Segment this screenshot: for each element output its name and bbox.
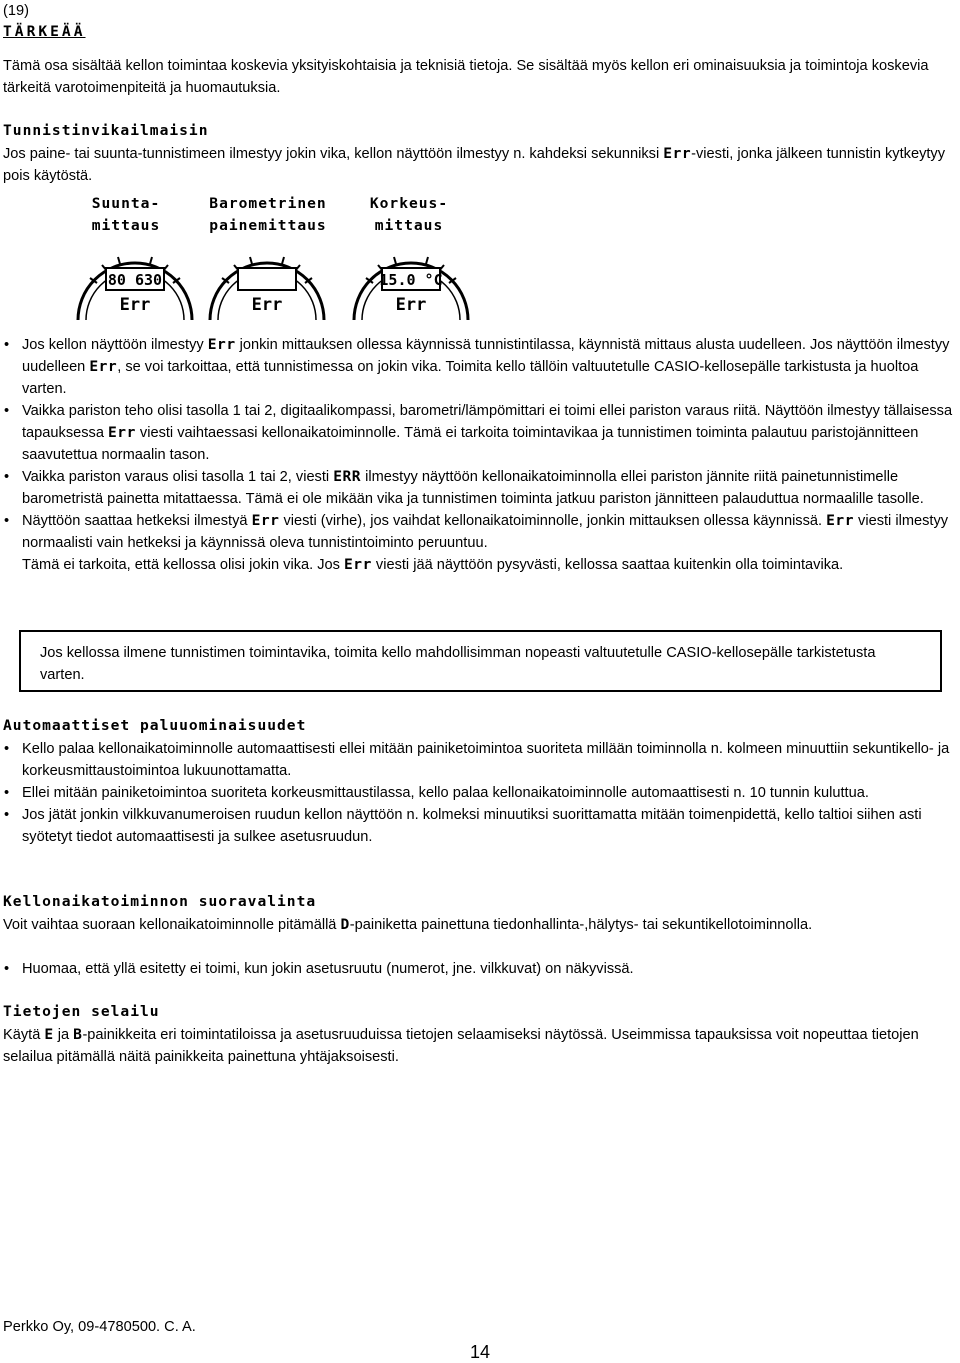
intro-paragraph: Tämä osa sisältää kellon toimintaa koskevia yksityiskohtaisia ja teknisiä tietoja. Se sisältää myös kellon eri ominaisuuksia ja toimintoja koskevia tärkeitä varotoimenpiteitä ja huomautuksia. [3, 58, 929, 96]
sensor-notes-list [3, 334, 957, 576]
label-altitude-line1: Korkeus- [369, 195, 449, 212]
page-title: TÄRKEÄÄ [3, 23, 86, 40]
bullet-icon: • [4, 513, 10, 529]
err-code: Err [207, 336, 236, 353]
note-text: ilmestyy näyttöön kellonaikatoiminnolla ellei pariston jännite riitä painetunnistimelle barometristä painetta mitattaessa. Tämä ei ole mikään vika ja tunnistimen toiminta jatkuu pariston jännitteen palauduttua normaalille tasolle. [22, 469, 924, 507]
err-code: Err [89, 358, 118, 375]
note-text: Näyttöön saattaa hetkeksi ilmestyä [22, 513, 252, 529]
bullet-icon: • [4, 741, 10, 757]
list-item [3, 958, 957, 980]
list-item [3, 738, 957, 782]
item-text: Kello palaa kellonaikatoiminnolle automaattisesti ellei mitään painiketoimintoa suoriteta millään toiminnolla n. kolmeen minuuttiin sekuntikello- ja korkeusmittaustoimintoa lukuunottamatta. [22, 741, 950, 779]
list-item [3, 804, 957, 848]
bullet-icon: • [4, 961, 10, 977]
note-text: jonkin mittauksen ollessa käynnissä tunnistintilassa, käynnistä mittaus alusta uudelleen. Jos näyttöön ilmestyy uudelleen [22, 337, 950, 375]
list-item [3, 466, 957, 510]
watch-barometer [210, 257, 324, 320]
label-direction [76, 193, 176, 237]
browse-heading: Tietojen selailu [3, 1003, 160, 1020]
list-item [3, 334, 957, 400]
direct-text-1: Voit vaihtaa suoraan kellonaikatoiminnolle pitämällä [3, 917, 341, 933]
list-item [3, 782, 957, 804]
label-barometer-line1: Barometrinen [209, 195, 327, 212]
footer-company: Perkko Oy, 09-4780500. C. A. [3, 1319, 196, 1335]
label-barometer-line2: painemittaus [209, 217, 327, 234]
button-key-e: E [44, 1026, 54, 1043]
watch-direction-top-readout: 80 630 [107, 271, 163, 289]
err-code: Err [108, 424, 136, 441]
label-direction-line1: Suunta- [91, 195, 161, 212]
measurement-labels [0, 193, 960, 243]
direct-select-paragraph [3, 914, 957, 936]
sensor-paragraph [3, 143, 957, 187]
note-text: viesti ilmestyy normaalisti vain hetkeksi ja käynnissä oleva tunnistintoiminto peruuntuu. [22, 513, 949, 551]
sensor-text-2: -viesti, jonka jälkeen tunnistin kytkeytyy pois käytöstä. [3, 146, 946, 184]
browse-paragraph [3, 1024, 957, 1068]
button-key-d: D [340, 916, 350, 933]
watch-altitude-top-readout: 15.0 °C [379, 271, 443, 289]
watch-direction [78, 257, 192, 320]
item-text: Huomaa, että yllä esitetty ei toimi, kun jokin asetusruutu (numerot, jne. vilkkuvat) on näkyvissä. [22, 961, 634, 977]
sensor-text-1: Jos paine- tai suunta-tunnistimeen ilmestyy jokin vika, kellon näyttöön ilmestyy n. kahdeksi sekunniksi [3, 146, 664, 162]
note-text: viesti (virhe), jos vaihdat kellonaikatoiminnolle, jonkin mittauksen ollessa käynnissä. [279, 513, 827, 529]
direct-select-heading: Kellonaikatoiminnon suoravalinta [3, 893, 317, 910]
note-text: Tämä ei tarkoita, että kellossa olisi jokin vika. Jos [22, 557, 345, 573]
auto-return-heading: Automaattiset paluuominaisuudet [3, 717, 307, 734]
item-text: Ellei mitään painiketoimintoa suoriteta korkeusmittaustilassa, kello palaa kellonaikatoiminnolle automaattisesti n. 10 tunnin kuluttua. [22, 785, 869, 801]
warning-text: Jos kellossa ilmene tunnistimen toimintavika, toimita kello mahdollisimman nopeasti valtuutetulle CASIO-kellosepälle tarkistetusta varten. [40, 645, 876, 683]
bullet-icon: • [4, 403, 10, 419]
browse-text-2: ja [53, 1027, 74, 1043]
watch-altitude-err: Err [395, 295, 427, 315]
note-text: Vaikka pariston varaus olisi tasolla 1 tai 2, viesti [22, 469, 334, 485]
warning-box [19, 630, 942, 692]
note-text: Jos kellon näyttöön ilmestyy [22, 337, 208, 353]
note-text: viesti jää näyttöön pysyvästi, kellossa saattaa kuitenkin olla toimintavika. [371, 557, 844, 573]
bullet-icon: • [4, 807, 10, 823]
page-number: 14 [470, 1342, 491, 1362]
bullet-icon: • [4, 469, 10, 485]
browse-text-1: Käytä [3, 1027, 45, 1043]
err-code: Err [344, 556, 372, 573]
note-text: viesti vaihtaessasi kellonaikatoiminnolle. Tämä ei tarkoita toimintavikaa ja tunnistimen toiminta palautuu paristojännitteen saavutettua normaalin tason. [22, 425, 919, 463]
direct-text-2: -painiketta painettuna tiedonhallinta-,hälytys- tai sekuntikellotoiminnolla. [349, 917, 813, 933]
watch-barometer-err: Err [251, 295, 283, 315]
list-item [3, 510, 957, 576]
label-barometer [198, 193, 338, 237]
err-code: ERR [333, 468, 362, 485]
note-text: Vaikka pariston teho olisi tasolla 1 tai 2, digitaalikompassi, barometri/lämpömittari ei toimi ellei pariston varaus riitä. Näyttöön ilmestyy tällaisessa tapauksessa [22, 403, 953, 441]
err-code: Err [826, 512, 854, 529]
direct-select-list [3, 958, 957, 980]
browse-text-3: -painikkeita eri toimintatiloissa ja asetusruuduissa tietojen selaamiseksi näytössä. Useimmissa tapauksissa voit nopeuttaa tietojen selailua pitämällä näitä painikkeita painettuna yhtäjaksoisesti. [3, 1027, 919, 1065]
label-altitude [356, 193, 462, 237]
bullet-icon: • [4, 337, 10, 353]
page-label: (19) [3, 3, 29, 19]
item-text: Jos jätät jonkin vilkkuvanumeroisen ruudun kellon näyttöön n. kolmeksi minuutiksi suorittamatta mitään toimenpidettä, kello taltioi siihen asti syötetyt tiedot automaattisesti ja sulkee asetusruudun. [22, 807, 922, 845]
list-item [3, 400, 957, 466]
watch-illustrations [70, 238, 470, 320]
sensor-heading: Tunnistinvikailmaisin [3, 122, 209, 139]
note-text: , se voi tarkoittaa, että tunnistimessa on jokin vika. Toimita kello tällöin valtuutetulle CASIO-kellosepälle tarkistusta ja huoltoa varten. [22, 359, 919, 397]
err-code: Err [663, 145, 692, 162]
label-direction-line2: mittaus [91, 217, 161, 234]
auto-return-list [3, 738, 957, 848]
watch-direction-err: Err [119, 295, 151, 315]
button-key-b: B [73, 1026, 83, 1043]
err-code: Err [251, 512, 280, 529]
bullet-icon: • [4, 785, 10, 801]
label-altitude-line2: mittaus [374, 217, 444, 234]
watch-altitude [354, 257, 468, 320]
